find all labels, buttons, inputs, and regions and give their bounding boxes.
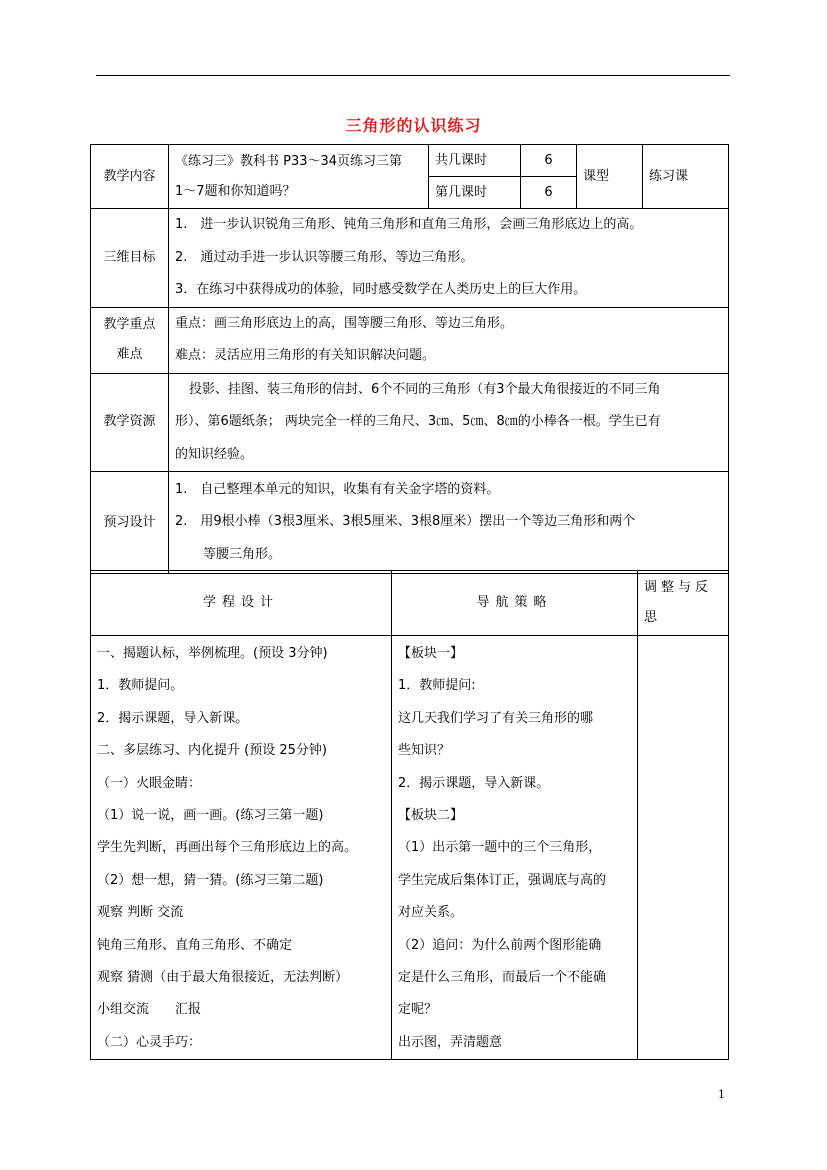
process-line: 小组交流 汇报 [97,1002,202,1018]
preview-line: 等腰三角形。 [203,546,282,562]
content-label: 教学内容 [91,145,169,209]
strategy-line: 【板块二】 [398,807,464,823]
preview-line: 2. 用9根小棒（3根3厘米、3根5厘米、3根8厘米）摆出一个等边三角形和两个 [175,514,636,530]
strategy-line: 些知识？ [398,743,451,759]
content-cell [169,145,429,209]
process-line: （一）火眼金睛： [97,775,202,791]
col-header-process: 学程设计 [91,571,392,636]
preview-line: 1. 自己整理本单元的知识，收集有有关金字塔的资料。 [175,481,500,497]
content-line: 1～7题和你知道吗？ [175,183,296,199]
header-rule [96,75,730,76]
reflection-cell [638,636,729,1060]
goal-item: 3．在练习中获得成功的体验，同时感受数学在人类历史上的巨大作用。 [175,282,587,297]
nth-label: 第几课时 [429,177,521,209]
goals-label: 三维目标 [91,209,169,308]
strategy-line: 定呢？ [398,1002,438,1018]
process-line: （2）想一想，猜一猜。(练习三第二题) [97,872,324,888]
preview-label: 预习设计 [91,472,169,574]
goals-cell [169,209,729,308]
resources-cell [169,373,729,472]
type-value: 练习课 [643,145,729,209]
strategy-line: 定是什么三角形，而最后一个不能确 [398,969,607,985]
goal-item: 1. 进一步认识锐角三角形、钝角三角形和直角三角形，会画三角形底边上的高。 [175,217,643,232]
process-line: 钝角三角形、直角三角形、不确定 [97,937,293,953]
keypoints-label-cell [91,307,169,373]
process-line: 学生先判断，再画出每个三角形底边上的高。 [97,840,358,856]
difficulty-line: 难点：灵活应用三角形的有关知识解决问题。 [175,348,436,363]
col-header-reflection [638,571,729,636]
document-title: 三角形的认识练习 [345,116,482,135]
strategy-cell [392,636,638,1060]
process-line: 1．教师提问。 [97,678,184,694]
nth-value: 6 [521,177,577,209]
content-line: 《练习三》教科书 P33～34页练习三第 [175,153,403,169]
reflection-header-line: 思 [644,610,662,625]
process-line: 一、揭题认标，举例梳理。(预设 3分钟) [97,646,328,661]
difficulty-label: 难点 [116,347,143,362]
strategy-line: 这几天我们学习了有关三角形的哪 [398,710,594,726]
total-value: 6 [521,145,577,177]
resources-line: 投影、挂图、装三角形的信封、6个不同的三角形（有3个最大角很接近的不同三角 [189,381,661,397]
process-line: 观察 猜测（由于最大角很接近，无法判断） [97,969,349,985]
preview-cell [169,472,729,574]
strategy-line: 学生完成后集体订正，强调底与高的 [398,872,607,888]
lesson-info-table [90,144,729,574]
resources-line: 形）、第6题纸条； 两块完全一样的三角尺、3㎝、5㎝、8㎝的小棒各一根。学生已有 [175,414,661,429]
process-cell [91,636,392,1060]
total-label: 共几课时 [429,145,521,177]
keypoint-line: 重点：画三角形底边上的高，围等腰三角形、等边三角形。 [175,315,514,331]
strategy-line: 对应关系。 [398,905,464,921]
page-number: 1 [718,1088,725,1101]
type-label: 课型 [577,145,643,209]
lesson-plan-table [90,570,729,1060]
goal-item: 2. 通过动手进一步认识等腰三角形、等边三角形。 [175,249,474,265]
process-line: 2．揭示课题，导入新课。 [97,710,249,726]
resources-line: 的知识经验。 [175,446,254,462]
strategy-line: （2）追问：为什么前两个图形能确 [398,937,602,953]
strategy-line: 1．教师提问: [398,678,476,694]
strategy-line: 2．揭示课题，导入新课。 [398,775,550,791]
process-line: 观察 判断 交流 [97,905,184,921]
process-line: （二）心灵手巧： [97,1034,202,1050]
keypoints-label: 教学重点 [103,317,156,332]
reflection-header-line: 调整与反 [644,580,713,595]
resources-label: 教学资源 [91,373,169,472]
process-line: （1）说一说，画一画。(练习三第一题) [97,807,324,823]
strategy-line: 出示图，弄清题意 [398,1034,503,1050]
keypoints-cell [169,307,729,373]
col-header-strategy: 导航策略 [392,571,638,636]
strategy-line: 【板块一】 [398,646,464,661]
process-line: 二、多层练习、内化提升 (预设 25分钟) [97,743,327,759]
strategy-line: （1）出示第一题中的三个三角形， [398,840,602,856]
